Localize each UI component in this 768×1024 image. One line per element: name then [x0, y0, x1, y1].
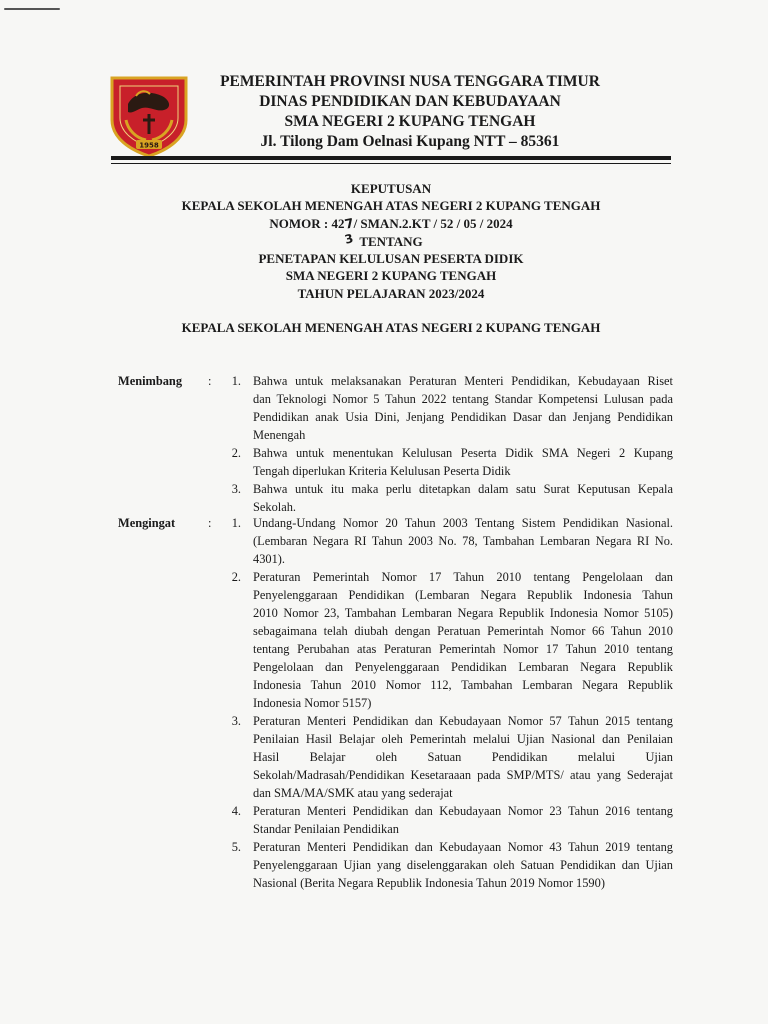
- text-line: (Lembaran Negara RI Tahun 2003 No. 78, Tambahan Lembaran Negara RI No.: [253, 534, 673, 548]
- section-label: Mengingat: [118, 516, 176, 530]
- decree-topic-line: SMA NEGERI 2 KUPANG TENGAH: [285, 268, 497, 284]
- list-item-number: 2.: [231, 570, 241, 584]
- text-line: dan Teknologi Nomor 5 Tahun 2022 tentang Standar Kompetensi Lulusan pada: [253, 392, 673, 406]
- text-line: 4301).: [253, 552, 286, 566]
- list-item-number: 2.: [231, 446, 241, 460]
- list-item: [218, 444, 678, 480]
- text-line: Sekolah/Madrasah/Pendidikan Kesetaraaan pada SMP/MTS/ atau yang Sederajat: [253, 768, 673, 782]
- list-item-number: 1.: [231, 374, 241, 388]
- emblem-year: 1958: [139, 141, 159, 150]
- text-line: 2010 Nomor 23, Tambahan Lembaran Negara Republik Indonesia Nomor 5105): [253, 606, 673, 620]
- list-item-text: [241, 372, 673, 444]
- handwritten-number: 7: [343, 215, 355, 233]
- letterhead-rule-thick: [111, 156, 671, 160]
- text-line: Tengah diperlukan Kriteria Kelulusan Peserta Didik: [253, 464, 511, 478]
- text-line: Sekolah.: [253, 500, 297, 514]
- text-line: sebagaimana telah diubah dengan Peratuan Pemerintah Nomor 66 Tahun 2010: [253, 624, 673, 638]
- list-item-text: [241, 568, 673, 712]
- decree-topic-line: PENETAPAN KELULUSAN PESERTA DIDIK: [258, 251, 524, 267]
- section-colon: :: [208, 516, 212, 530]
- decree-number-suffix: / SMAN.2.KT / 52 / 05 / 2024: [353, 215, 513, 231]
- letterhead-line: PEMERINTAH PROVINSI NUSA TENGGARA TIMUR: [220, 73, 600, 90]
- text-line: Hasil Belajar oleh Satuan Pendidikan melalui Ujian: [253, 750, 673, 764]
- decree-about: TENTANG: [359, 233, 423, 249]
- decree-about-line: [111, 233, 671, 250]
- text-line: Peraturan Menteri Pendidikan dan Kebudayaan Nomor 23 Tahun 2016 tentang: [253, 804, 673, 818]
- letterhead: [200, 72, 620, 152]
- decree-topic-line: TAHUN PELAJARAN 2023/2024: [297, 285, 485, 301]
- provincial-emblem-icon: [106, 74, 192, 158]
- decree-number-prefix: NOMOR : 42: [269, 215, 345, 231]
- mengingat-list: [218, 514, 678, 892]
- text-line: dan SMA/MA/SMK atau yang sederajat: [253, 786, 453, 800]
- decree-title-block: [111, 180, 671, 302]
- text-line: Penilaian Hasil Belajar oleh Pemerintah melalui Ujian Nasional dan Penilaian: [253, 732, 673, 746]
- list-item-text: [241, 838, 673, 892]
- handwritten-mark: 3: [343, 231, 356, 247]
- letterhead-rule-thin: [111, 163, 671, 164]
- text-line: Nasional (Berita Negara Republik Indonesia Tahun 2019 Nomor 1590): [253, 876, 605, 890]
- text-line: Pendidikan anak Usia Dini, Jenjang Pendidikan Dasar dan Jenjang Pendidikan: [253, 410, 673, 424]
- letterhead-address: Jl. Tilong Dam Oelnasi Kupang NTT – 85361: [260, 133, 560, 150]
- text-line: Menengah: [253, 428, 306, 442]
- menimbang-list: [218, 372, 678, 516]
- decree-title: KEPUTUSAN: [350, 181, 432, 196]
- text-line: Standar Penilaian Pendidikan: [253, 822, 399, 836]
- text-line: Bahwa untuk melaksanakan Peraturan Menteri Pendidikan, Kebudayaan Riset: [253, 374, 673, 388]
- list-item: [218, 480, 678, 516]
- decree-subject: KEPALA SEKOLAH MENENGAH ATAS NEGERI 2 KUPANG TENGAH: [181, 320, 601, 335]
- list-item: [218, 372, 678, 444]
- text-line: Pengelolaan dan Penyelenggaraan Pendidikan Lembaran Negara Republik: [253, 660, 673, 674]
- list-item-text: [241, 480, 673, 516]
- list-item-text: [241, 514, 673, 568]
- list-item: [218, 568, 678, 712]
- list-item-text: [241, 712, 673, 802]
- text-line: Peraturan Menteri Pendidikan dan Kebudayaan Nomor 57 Tahun 2015 tentang: [253, 714, 673, 728]
- text-line: tentang Perubahan atas Peraturan Pemerintah Nomor 17 Tahun 2010 tentang: [253, 642, 673, 656]
- text-line: Indonesia Tahun 2010 Nomor 112, Tambahan Lembaran Negara Republik: [253, 678, 673, 692]
- letterhead-line: DINAS PENDIDIKAN DAN KEBUDAYAAN: [259, 93, 561, 110]
- list-item-text: [241, 444, 673, 480]
- list-item: [218, 712, 678, 802]
- text-line: Indonesia Nomor 5157): [253, 696, 372, 710]
- text-line: Bahwa untuk menentukan Kelulusan Peserta Didik SMA Negeri 2 Kupang: [253, 446, 673, 460]
- section-colon: :: [208, 374, 212, 388]
- letterhead-line: SMA NEGERI 2 KUPANG TENGAH: [284, 113, 536, 130]
- text-line: Peraturan Menteri Pendidikan dan Kebudayaan Nomor 43 Tahun 2019 tentang: [253, 840, 673, 854]
- list-item-text: [241, 802, 673, 838]
- text-line: Peraturan Pemerintah Nomor 17 Tahun 2010 tentang Pengelolaan dan: [253, 570, 673, 584]
- list-item: [218, 514, 678, 568]
- text-line: Penyelenggaraan Pendidikan (Lembaran Negara Republik Indonesia Tahun: [253, 588, 673, 602]
- list-item-number: 1.: [231, 516, 241, 530]
- list-item: [218, 838, 678, 892]
- scan-mark: [4, 8, 60, 10]
- decree-issuer: KEPALA SEKOLAH MENENGAH ATAS NEGERI 2 KUPANG TENGAH: [181, 198, 601, 214]
- text-line: Undang-Undang Nomor 20 Tahun 2003 Tentang Sistem Pendidikan Nasional.: [253, 516, 673, 530]
- list-item-number: 3.: [231, 482, 241, 496]
- list-item: [218, 802, 678, 838]
- decree-number: [111, 215, 671, 233]
- section-label: Menimbang: [118, 374, 183, 388]
- list-item-number: 3.: [231, 714, 241, 728]
- list-item-number: 5.: [231, 840, 241, 854]
- text-line: Penyelenggaraan Ujian yang diselenggarakan oleh Satuan Pendidikan dan Ujian: [253, 858, 673, 872]
- list-item-number: 4.: [231, 804, 241, 818]
- text-line: Bahwa untuk itu maka perlu ditetapkan dalam satu Surat Keputusan Kepala: [253, 482, 673, 496]
